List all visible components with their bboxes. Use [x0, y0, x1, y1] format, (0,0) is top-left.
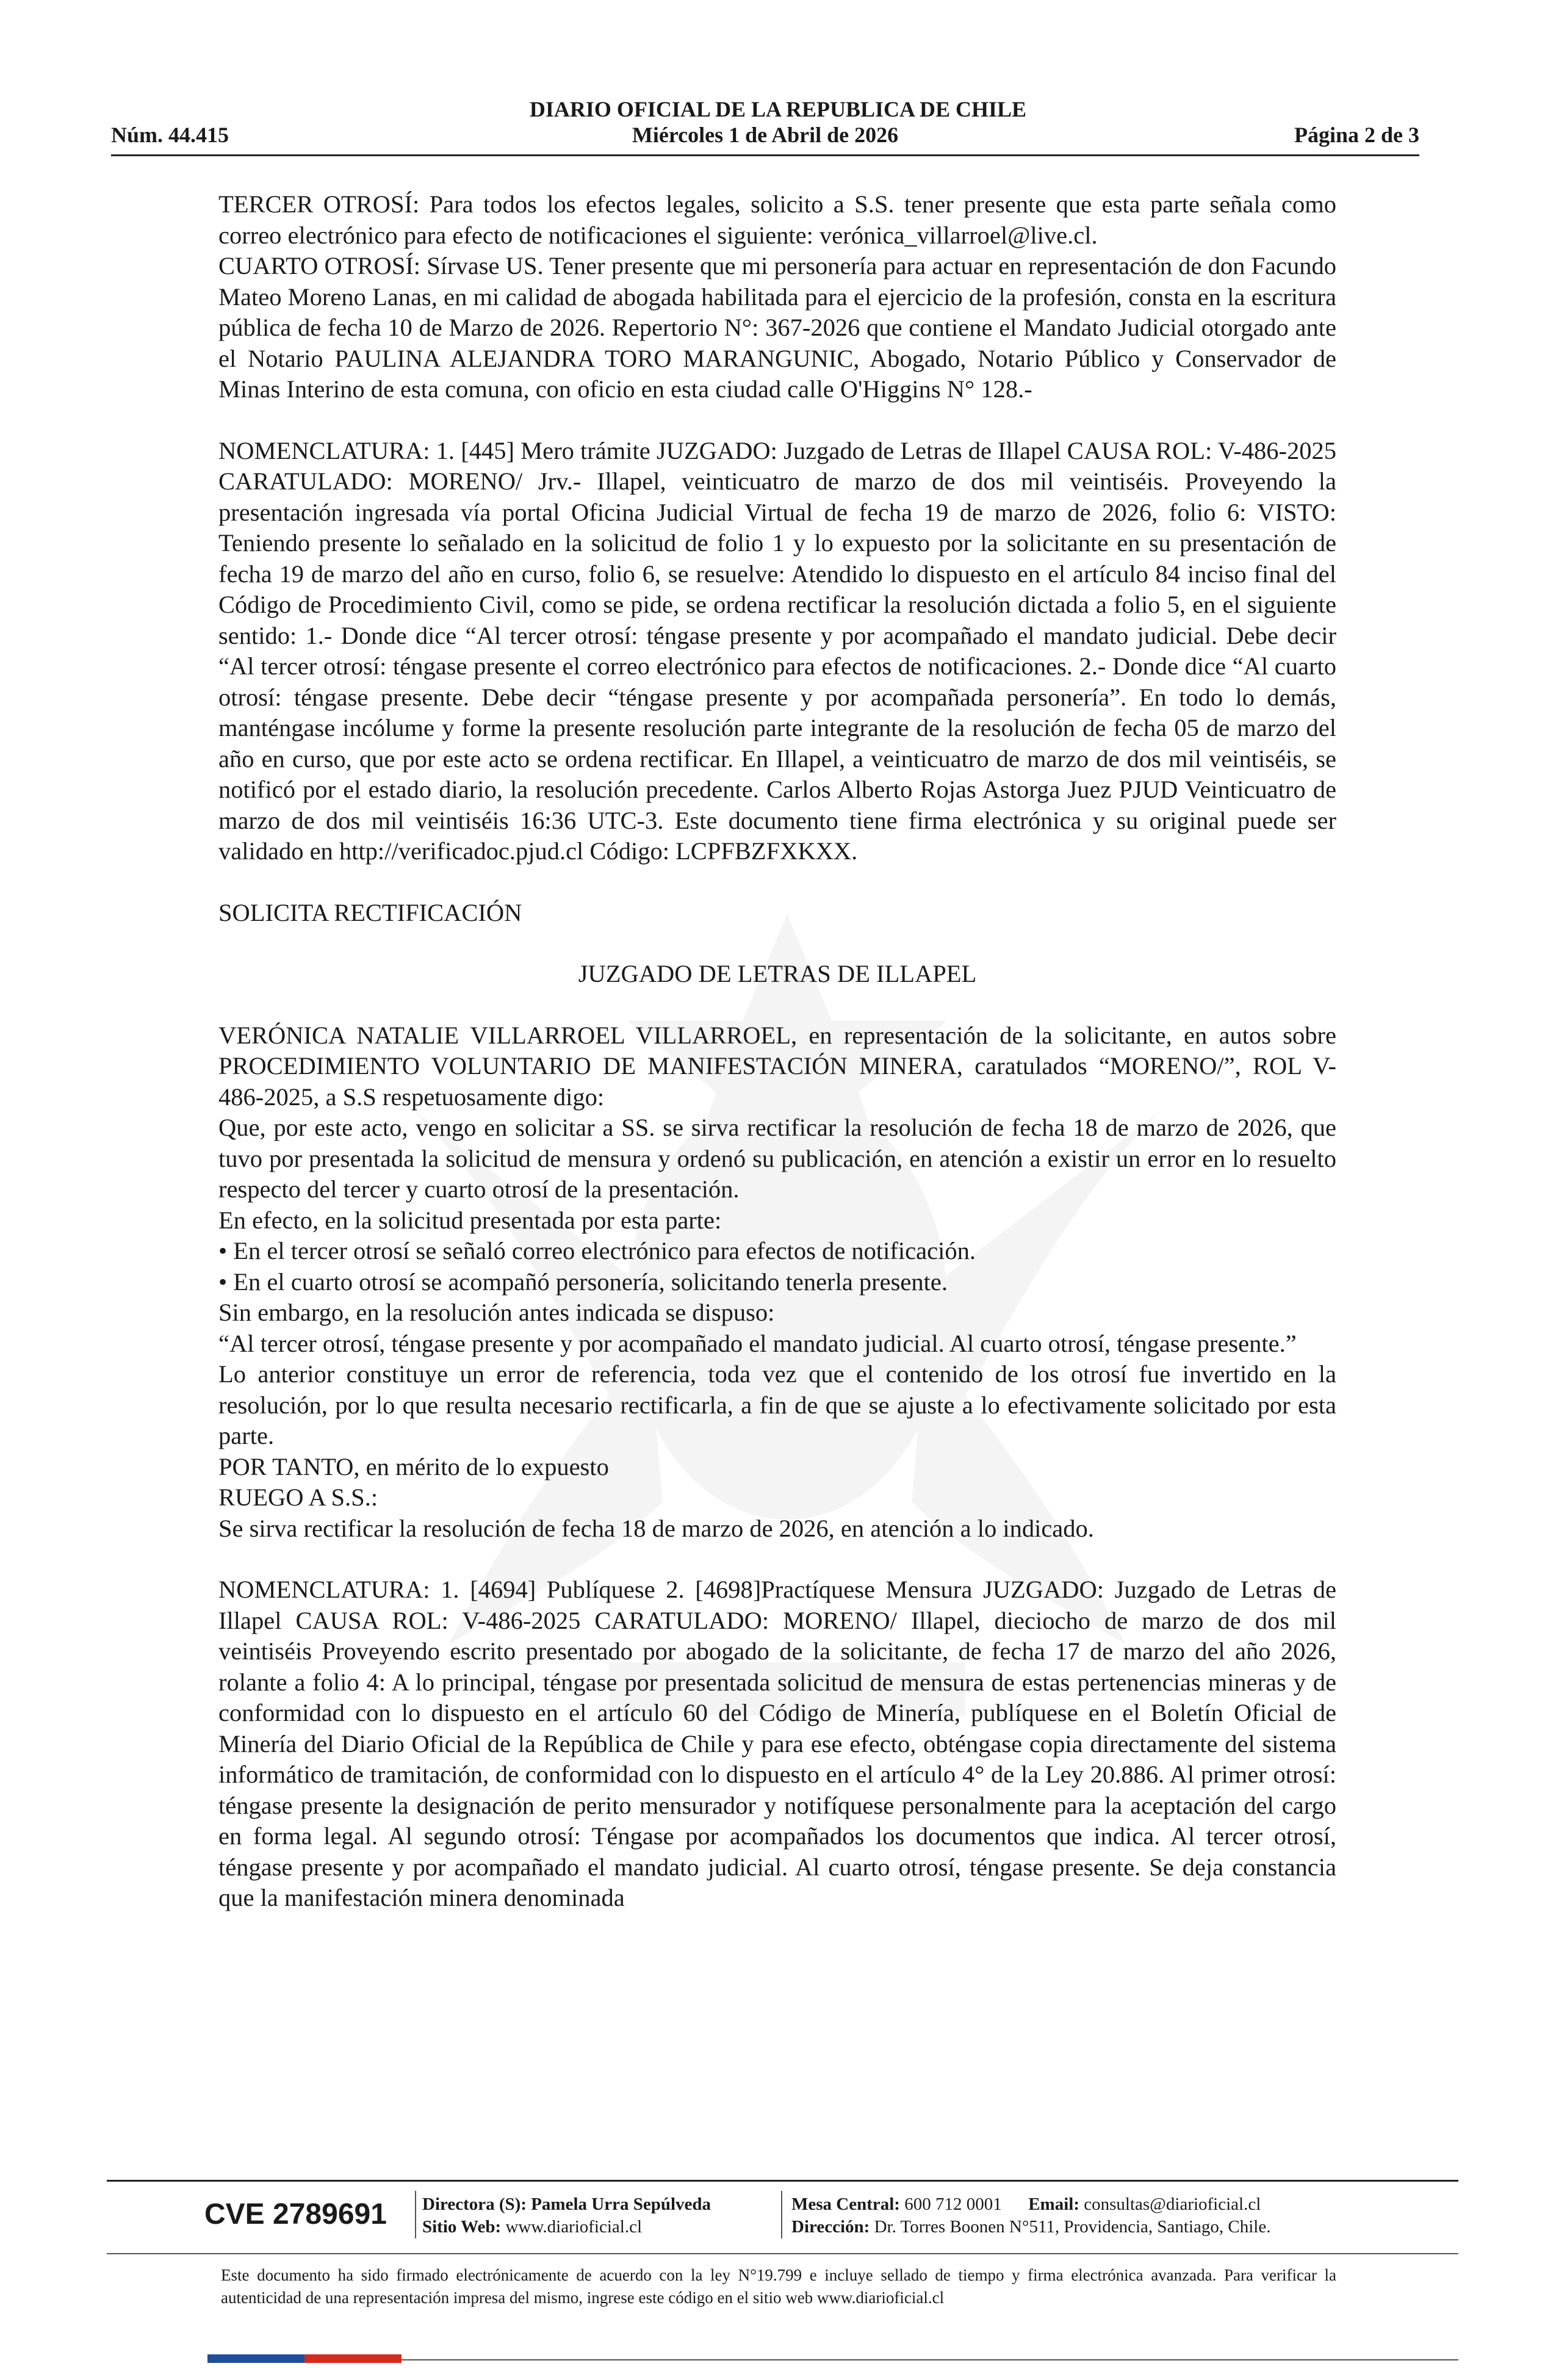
mesa-value: 600 712 0001 — [904, 2194, 1002, 2214]
footer-divider-top — [107, 2180, 1458, 2182]
email-link[interactable]: consultas@diarioficial.cl — [1084, 2194, 1261, 2214]
footer-divider-middle — [107, 2253, 1458, 2254]
chile-flag-stripe — [207, 2354, 402, 2363]
paragraph-lo-anterior: Lo anterior constituye un error de referencia, toda vez que el contenido de los otrosí fue invertido en la resolución, por lo que resulta necesario rectificarla, a fin de que se ajuste a lo efectivamente solicitado por esta parte. — [218, 1360, 1336, 1449]
header-divider — [111, 154, 1419, 156]
footer-divider-bottom — [402, 2359, 1458, 2360]
paragraph-ruego: RUEGO A S.S.: — [218, 1484, 378, 1511]
newspaper-title: DIARIO OFICIAL DE LA REPUBLICA DE CHILE — [529, 97, 1027, 121]
paragraph-cuarto-otrosi: CUARTO OTROSÍ: Sírvase US. Tener presente que mi personería para actuar en representación de don Facundo Mateo Moreno Lanas, en mi calidad de abogada habilitada para el ejercicio de la profesión, consta en la escritura pública de fecha 10 de Marzo de 2026. Repertorio N°: 367-2026 que contiene el Mandato Judicial otorgado ante el Notario PAULINA ALEJANDRA TORO MARANGUNIC, Abogado, Notario Público y Conservador de Minas Interino de esta comuna, con oficio en esta ciudad calle O'Higgins N° 128.- — [218, 252, 1336, 403]
section-heading-solicita: SOLICITA RECTIFICACIÓN — [218, 898, 522, 926]
paragraph-quote: “Al tercer otrosí, téngase presente y por acompañado el mandato judicial. Al cuarto otrosí, téngase presente.” — [218, 1329, 1297, 1357]
document-body — [218, 189, 1336, 1914]
issue-number: Núm. 44.415 — [111, 123, 229, 147]
email-label: Email: — [1028, 2194, 1079, 2214]
flag-blue-segment — [207, 2354, 304, 2363]
page-number: Página 2 de 3 — [1294, 123, 1419, 147]
paragraph-nomenclatura-2: NOMENCLATURA: 1. [4694] Publíquese 2. [4698]Practíquese Mensura JUZGADO: Juzgado de Letras de Illapel CAUSA ROL: V-486-2025 CARATULADO: MORENO/ Illapel, dieciocho de marzo de dos mil veintiséis Proveyendo escrito presentado por abogado de la solicitante, de fecha 17 de marzo del año 2026, rolante a folio 4: A lo principal, téngase por presentada solicitud de mensura de estas pertenencias mineras y de conformidad con lo dispuesto en el artículo 60 del Código de Minería, publíquese en el Boletín Oficial de Minería del Diario Oficial de la República de Chile y para ese efecto, obténgase copia directamente del sistema informático de tramitación, de conformidad con lo dispuesto en el artículo 4° de la Ley 20.886. Al primer otrosí: téngase presente la designación de perito mensurador y notifíquese personalmente para la aceptación del cargo en forma legal. Al segundo otrosí: Téngase por acompañados los documentos que indica. Al tercer otrosí, téngase presente y por acompañado el mandato judicial. Al cuarto otrosí, téngase presente. Se deja constancia que la manifestación minera denominada — [218, 1576, 1336, 1911]
paragraph-petition: Se sirva rectificar la resolución de fecha 18 de marzo de 2026, en atención a lo indicado. — [218, 1514, 1094, 1542]
address-label: Dirección: — [791, 2217, 870, 2237]
footer-director-block — [422, 2193, 711, 2238]
web-link[interactable]: www.diarioficial.cl — [505, 2217, 643, 2237]
list-item: • En el tercer otrosí se señaló correo electrónico para efectos de notificación. — [218, 1237, 976, 1264]
web-label: Sitio Web: — [422, 2217, 502, 2237]
mesa-label: Mesa Central: — [791, 2194, 900, 2214]
court-heading: JUZGADO DE LETRAS DE ILLAPEL — [578, 960, 977, 987]
paragraph-tercer-otrosi: TERCER OTROSÍ: Para todos los efectos legales, solicito a S.S. tener presente que esta parte señala como correo electrónico para efecto de notificaciones el siguiente: verónica_villarroel@live.cl. — [218, 190, 1336, 249]
paragraph-request: Que, por este acto, vengo en solicitar a SS. se sirva rectificar la resolución de fecha 18 de marzo de 2026, que tuvo por presentada la solicitud de mensura y ordenó su publicación, en atención a existir un error en lo resuelto respecto del tercer y cuarto otrosí de la presentación. — [218, 1114, 1336, 1203]
list-item: • En el cuarto otrosí se acompañó personería, solicitando tenerla presente. — [218, 1268, 948, 1296]
footer-contact-block — [791, 2193, 1270, 2238]
paragraph-en-efecto: En efecto, en la solicitud presentada por esta parte: — [218, 1206, 722, 1234]
issue-date: Miércoles 1 de Abril de 2026 — [632, 123, 899, 147]
paragraph-sin-embargo: Sin embargo, en la resolución antes indicada se dispuso: — [218, 1299, 775, 1326]
paragraph-nomenclatura-1: NOMENCLATURA: 1. [445] Mero trámite JUZGADO: Juzgado de Letras de Illapel CAUSA ROL: V-486-2025 CARATULADO: MORENO/ Jrv.- Illapel, veinticuatro de marzo de dos mil veintiséis. Proveyendo la presentación ingresada vía portal Oficina Judicial Virtual de fecha 19 de marzo de 2026, folio 6: VISTO: Teniendo presente lo señalado en la solicitud de folio 1 y lo expuesto por la solicitante en su presentación de fecha 19 de marzo del año en curso, folio 6, se resuelve: Atendido lo dispuesto en el artículo 84 inciso final del Código de Procedimiento Civil, como se pide, se ordena rectificar la resolución dictada a folio 5, en el siguiente sentido: 1.- Donde dice “Al tercer otrosí: téngase presente y por acompañado el mandato judicial. Debe decir “Al tercer otrosí: téngase presente el correo electrónico para efectos de notificaciones. 2.- Donde dice “Al cuarto otrosí: téngase presente. Debe decir “téngase presente y por acompañada personería”. En todo lo demás, manténgase incólume y forme la presente resolución parte integrante de la resolución de fecha 05 de marzo del año en curso, que por este acto se ordena rectificar. En Illapel, a veinticuatro de marzo de dos mil veintiséis, se notificó por el estado diario, la resolución precedente. Carlos Alberto Rojas Astorga Juez PJUD Veinticuatro de marzo de dos mil veintiséis 16:36 UTC-3. Este documento tiene firma electrónica y su original puede ser validado en http://verificadoc.pjud.cl Código: LCPFBZFXKXX. — [218, 436, 1336, 865]
paragraph-intro: VERÓNICA NATALIE VILLARROEL VILLARROEL, en representación de la solicitante, en autos sobre PROCEDIMIENTO VOLUNTARIO DE MANIFESTACIÓN MINERA, caratulados “MORENO/”, ROL V-486-2025, a S.S respetuosamente digo: — [218, 1021, 1336, 1111]
footer-separator — [415, 2191, 416, 2238]
director-name: Directora (S): Pamela Urra Sepúlveda — [422, 2194, 711, 2214]
footer-separator — [781, 2191, 782, 2238]
legal-notice: Este documento ha sido firmado electrónicamente de acuerdo con la ley N°19.799 e incluye sellado de tiempo y firma electrónica avanzada. Para verificar la autenticidad de una representación impresa del mismo, ingrese este código en el sitio web www.diarioficial.cl — [221, 2266, 1336, 2307]
address-value: Dr. Torres Boonen N°511, Providencia, Santiago, Chile. — [874, 2217, 1271, 2237]
cve-code: CVE 2789691 — [204, 2198, 387, 2230]
flag-red-segment — [304, 2354, 402, 2363]
paragraph-por-tanto: POR TANTO, en mérito de lo expuesto — [218, 1452, 609, 1480]
